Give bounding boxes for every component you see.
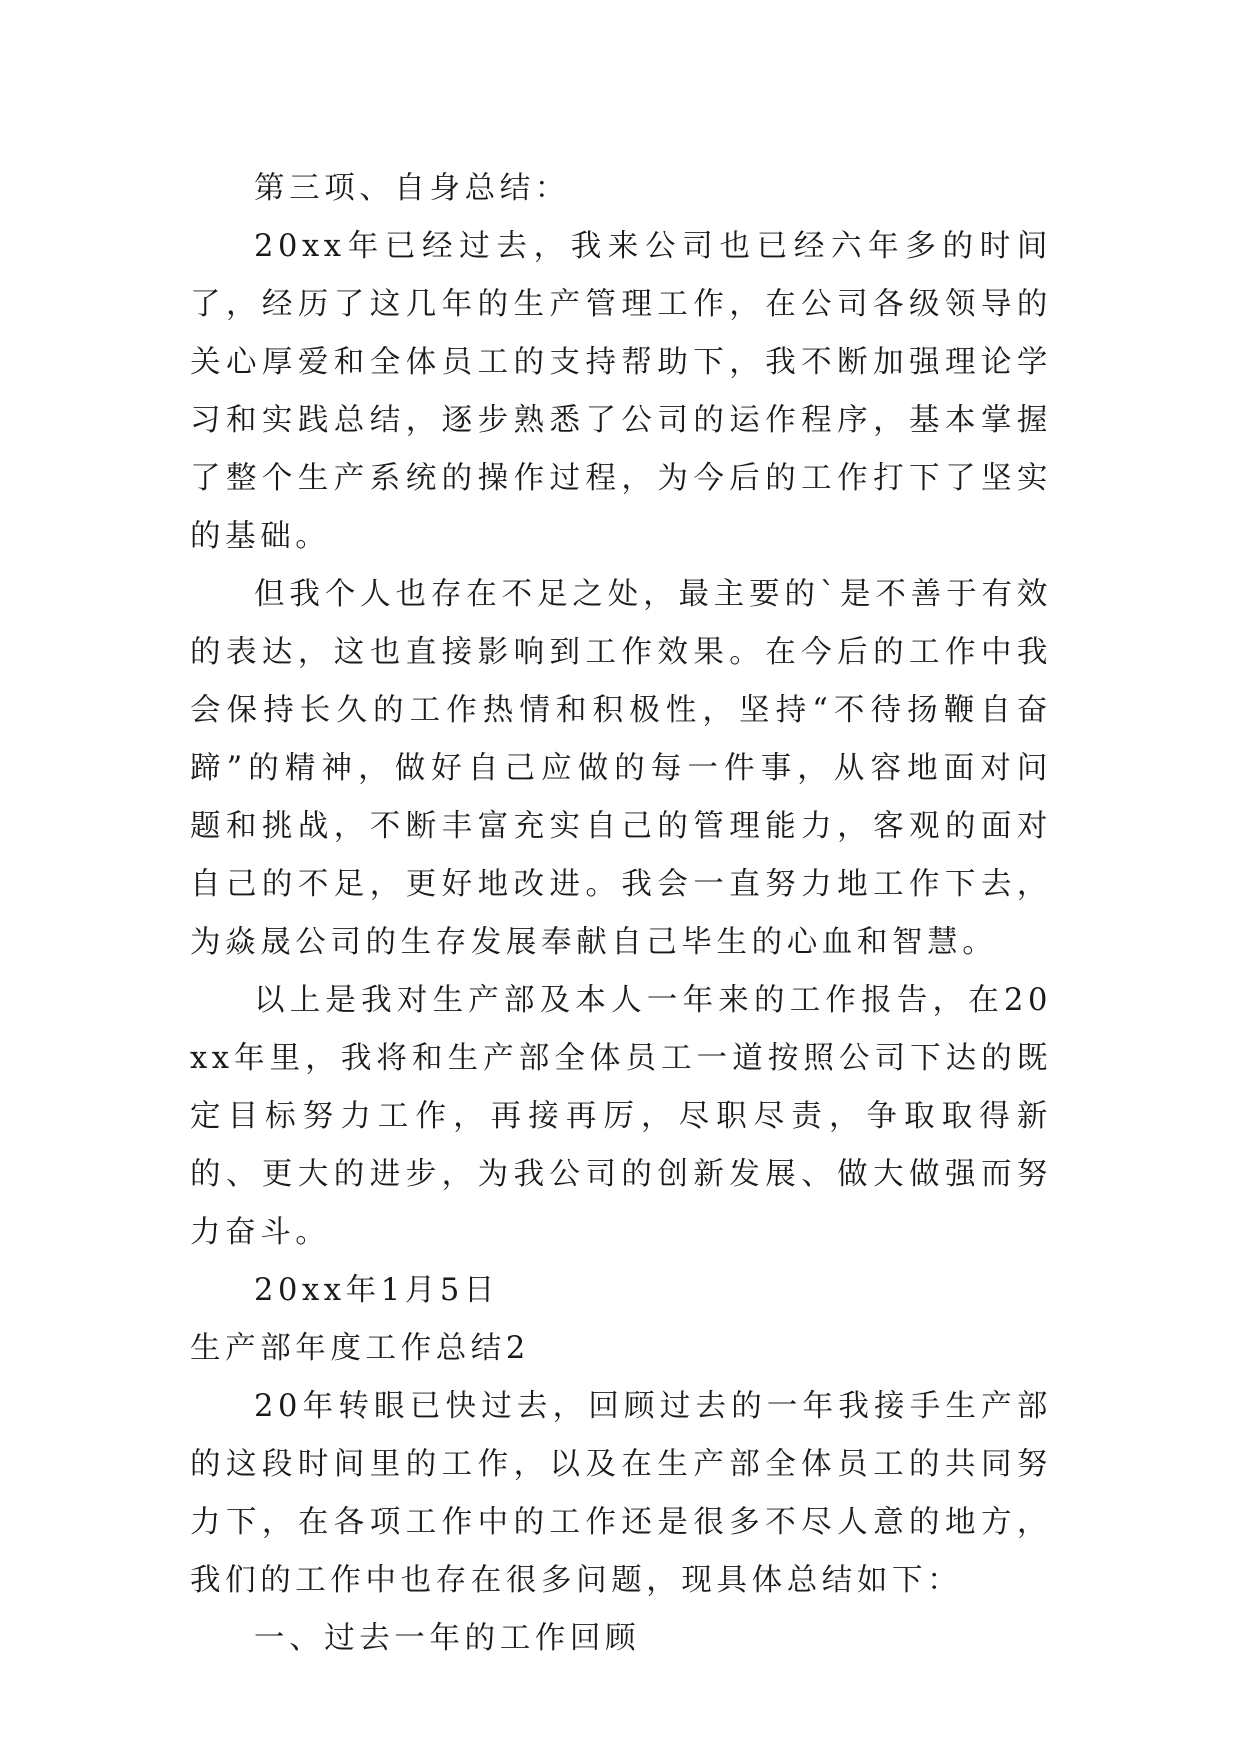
document-body — [190, 160, 1052, 1668]
section-heading-self-summary: 第三项、自身总结： — [254, 171, 570, 206]
paragraph-intro-2: 20年转眼已快过去，回顾过去的一年我接手生产部的这段时间里的工作，以及在生产部全体员工的共同努力下，在各项工作中的工作还是很多不尽人意的地方，我们的工作中也存在很多问题，现具体总结如下： — [190, 1389, 1052, 1598]
document-date: 20xx年1月5日 — [254, 1273, 499, 1308]
section-heading-review: 一、过去一年的工作回顾 — [254, 1621, 641, 1656]
paragraph-shortcomings: 但我个人也存在不足之处，最主要的`是不善于有效的表达，这也直接影响到工作效果。在今后的工作中我会保持长久的工作热情和积极性，坚持“不待扬鞭自奋蹄”的精神，做好自己应做的每一件事，从容地面对问题和挑战，不断丰富充实自己的管理能力，客观的面对自己的不足，更好地改进。我会一直努力地工作下去，为焱晟公司的生存发展奉献自己毕生的心血和智慧。 — [190, 577, 1052, 960]
paragraph-conclusion: 以上是我对生产部及本人一年来的工作报告，在20xx年里，我将和生产部全体员工一道按照公司下达的既定目标努力工作，再接再厉，尽职尽责，争取取得新的、更大的进步，为我公司的创新发展、做大做强而努力奋斗。 — [190, 983, 1052, 1250]
paragraph-experience: 20xx年已经过去，我来公司也已经六年多的时间了，经历了这几年的生产管理工作，在公司各级领导的关心厚爱和全体员工的支持帮助下，我不断加强理论学习和实践总结，逐步熟悉了公司的运作程序，基本掌握了整个生产系统的操作过程，为今后的工作打下了坚实的基础。 — [190, 229, 1052, 554]
document-title-2: 生产部年度工作总结2 — [190, 1331, 530, 1366]
